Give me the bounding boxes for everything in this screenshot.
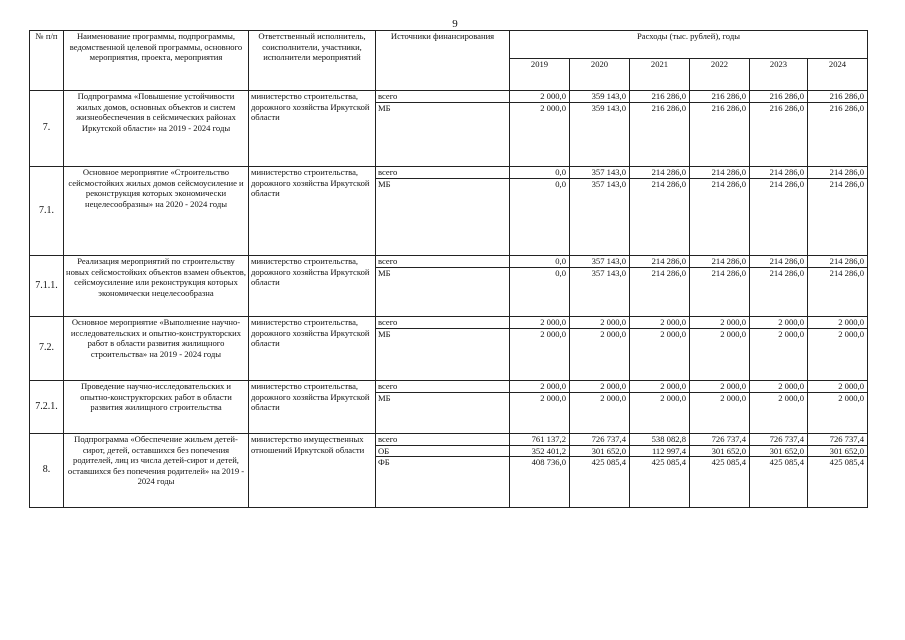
year-value-cell (510, 434, 570, 508)
expense-value: 2 000,0 (778, 328, 804, 339)
row-responsible: министерство строительства, дорожного хозяйства Иркутской области (249, 167, 376, 256)
year-value-cell (570, 317, 630, 381)
expense-value: 2 000,0 (510, 317, 569, 329)
year-value-cell (630, 317, 690, 381)
year-value-cell (808, 434, 868, 508)
table-row (30, 167, 868, 256)
expense-value: 214 286,0 (808, 167, 867, 179)
expense-value: 214 286,0 (769, 267, 804, 278)
row-responsible: министерство строительства, дорожного хозяйства Иркутской области (249, 91, 376, 167)
year-value-cell (808, 167, 868, 256)
row-sources (376, 167, 510, 256)
expense-value: 2 000,0 (660, 392, 686, 403)
table-row (30, 434, 868, 508)
year-header: 2019 (510, 59, 570, 91)
header-expenses: Расходы (тыс. рублей), годы (510, 31, 868, 59)
source-label: всего (376, 317, 509, 329)
expense-value: 357 143,0 (570, 256, 629, 268)
source-label: всего (376, 256, 509, 268)
expense-value: 216 286,0 (769, 102, 804, 113)
year-value-cell (570, 381, 630, 434)
row-name: Проведение научно-исследовательских и опытно-конструкторских работ в области развития жилищного строительства (64, 381, 249, 434)
expense-value: 2 000,0 (838, 392, 865, 403)
expense-value: 214 286,0 (690, 167, 749, 179)
source-label: МБ (378, 102, 391, 113)
row-name: Реализация мероприятий по строительству новых сейсмостойких объектов взамен объектов, сейсмоусиление или реконструкция которых экономически нецелесообразна (64, 256, 249, 317)
expense-value: 359 143,0 (591, 102, 626, 113)
expense-value: 408 736,0 (531, 457, 566, 467)
year-header: 2024 (808, 59, 868, 91)
expense-value: 216 286,0 (690, 91, 749, 103)
expense-value: 2 000,0 (660, 328, 686, 339)
source-label: МБ (378, 392, 391, 403)
expense-value: 357 143,0 (570, 167, 629, 179)
expense-value: 2 000,0 (570, 317, 629, 329)
expense-value: 301 652,0 (808, 446, 867, 458)
expense-value: 761 137,2 (510, 434, 569, 446)
expense-value: 216 286,0 (829, 102, 865, 113)
source-label: всего (376, 91, 509, 103)
expense-value: 2 000,0 (540, 328, 566, 339)
year-value-cell (750, 91, 808, 167)
year-value-cell (750, 317, 808, 381)
year-value-cell (750, 434, 808, 508)
expense-value: 425 085,4 (651, 457, 686, 467)
row-responsible: министерство строительства, дорожного хозяйства Иркутской области (249, 381, 376, 434)
expense-value: 301 652,0 (690, 446, 749, 458)
row-sources (376, 381, 510, 434)
expense-value: 214 286,0 (651, 267, 686, 278)
expense-value: 2 000,0 (808, 381, 867, 393)
expense-value: 214 286,0 (829, 267, 865, 278)
expense-value: 726 737,4 (570, 434, 629, 446)
year-value-cell (630, 381, 690, 434)
year-value-cell (570, 91, 630, 167)
expense-value: 425 085,4 (769, 457, 804, 467)
year-header: 2022 (690, 59, 750, 91)
year-value-cell (750, 256, 808, 317)
year-value-cell (690, 381, 750, 434)
row-number: 7.2.1. (30, 381, 64, 434)
expense-value: 214 286,0 (769, 178, 804, 189)
expenditure-table (29, 30, 868, 508)
expense-value: 2 000,0 (630, 317, 689, 329)
year-value-cell (690, 434, 750, 508)
row-name: Основное мероприятие «Строительство сейсмостойких жилых домов сейсмоусиление и реконструкция которых экономически нецелесообразны» на 2020 - 2024 годы (64, 167, 249, 256)
expense-value: 0,0 (510, 256, 569, 268)
source-label: МБ (378, 328, 391, 339)
expense-value: 2 000,0 (808, 317, 867, 329)
expense-value: 425 085,4 (591, 457, 626, 467)
year-value-cell (750, 381, 808, 434)
expense-value: 2 000,0 (510, 381, 569, 393)
year-value-cell (510, 91, 570, 167)
header-responsible: Ответственный исполнитель, соисполнители, участники, исполнители мероприятий (249, 31, 376, 91)
expense-value: 357 143,0 (591, 267, 626, 278)
source-label: всего (376, 434, 509, 446)
source-label: всего (376, 167, 509, 179)
expense-value: 2 000,0 (540, 392, 566, 403)
header-num: № п/п (30, 31, 64, 91)
expense-value: 726 737,4 (750, 434, 807, 446)
expense-value: 726 737,4 (690, 434, 749, 446)
table-row (30, 256, 868, 317)
row-number: 8. (30, 434, 64, 508)
expense-value: 2 000,0 (750, 317, 807, 329)
row-name: Основное мероприятие «Выполнение научно-исследовательских и опытно-конструкторских работ в области развития жилищного строительства» на 2019 - 2024 годы (64, 317, 249, 381)
expense-value: 357 143,0 (591, 178, 626, 189)
expense-value: 538 082,8 (630, 434, 689, 446)
year-value-cell (808, 91, 868, 167)
year-value-cell (510, 317, 570, 381)
year-value-cell (630, 434, 690, 508)
expense-value: 2 000,0 (600, 392, 626, 403)
expense-value: 2 000,0 (630, 381, 689, 393)
year-value-cell (750, 167, 808, 256)
year-value-cell (570, 434, 630, 508)
expense-value: 216 286,0 (651, 102, 686, 113)
expense-value: 301 652,0 (750, 446, 807, 458)
expense-value: 214 286,0 (808, 256, 867, 268)
row-number: 7.2. (30, 317, 64, 381)
year-header: 2021 (630, 59, 690, 91)
expense-value: 352 401,2 (510, 446, 569, 458)
header-name: Наименование программы, подпрограммы, ведомственной целевой программы, основного мероприятия, проекта, мероприятия (64, 31, 249, 91)
expense-value: 214 286,0 (829, 178, 865, 189)
year-value-cell (510, 256, 570, 317)
expense-value: 425 085,4 (711, 457, 746, 467)
year-value-cell (630, 91, 690, 167)
expense-value: 2 000,0 (838, 328, 865, 339)
year-value-cell (690, 167, 750, 256)
year-value-cell (690, 317, 750, 381)
expense-value: 425 085,4 (829, 457, 865, 467)
expense-value: 2 000,0 (570, 381, 629, 393)
expense-value: 214 286,0 (711, 267, 746, 278)
expense-value: 214 286,0 (711, 178, 746, 189)
row-number: 7.1.1. (30, 256, 64, 317)
page-number: 9 (452, 18, 458, 30)
year-value-cell (510, 167, 570, 256)
row-responsible: министерство имущественных отношений Иркутской области (249, 434, 376, 508)
source-label: ФБ (378, 457, 390, 467)
table-row (30, 91, 868, 167)
year-value-cell (808, 317, 868, 381)
row-name: Подпрограмма «Повышение устойчивости жилых домов, основных объектов и систем жизнеобеспечения в сейсмических районах Иркутской области» на 2019 - 2024 годы (64, 91, 249, 167)
year-value-cell (808, 256, 868, 317)
expense-value: 0,0 (555, 178, 566, 189)
expense-value: 214 286,0 (630, 167, 689, 179)
expense-value: 2 000,0 (600, 328, 626, 339)
expense-value: 2 000,0 (720, 392, 746, 403)
expense-value: 216 286,0 (808, 91, 867, 103)
expense-value: 2 000,0 (778, 392, 804, 403)
row-responsible: министерство строительства, дорожного хозяйства Иркутской области (249, 256, 376, 317)
expense-value: 214 286,0 (750, 256, 807, 268)
expense-value: 216 286,0 (750, 91, 807, 103)
year-value-cell (808, 381, 868, 434)
year-value-cell (690, 256, 750, 317)
source-label: МБ (378, 178, 391, 189)
source-label: ОБ (376, 446, 509, 458)
row-name: Подпрограмма «Обеспечение жильем детей-сирот, детей, оставшихся без попечения родителей, лиц из числа детей-сирот и детей, оставшихся без попечения родителей» на 2019 - 2024 годы (64, 434, 249, 508)
row-sources (376, 434, 510, 508)
header-sources: Источники финансирования (376, 31, 510, 91)
table-row (30, 381, 868, 434)
year-header: 2020 (570, 59, 630, 91)
year-value-cell (630, 256, 690, 317)
row-number: 7. (30, 91, 64, 167)
expense-value: 301 652,0 (570, 446, 629, 458)
year-value-cell (630, 167, 690, 256)
expense-value: 2 000,0 (690, 317, 749, 329)
expense-value: 2 000,0 (690, 381, 749, 393)
expense-value: 2 000,0 (720, 328, 746, 339)
expense-value: 216 286,0 (711, 102, 746, 113)
expense-value: 214 286,0 (630, 256, 689, 268)
source-label: МБ (378, 267, 391, 278)
expense-value: 2 000,0 (510, 91, 569, 103)
year-value-cell (510, 381, 570, 434)
expense-value: 359 143,0 (570, 91, 629, 103)
year-header: 2023 (750, 59, 808, 91)
row-sources (376, 91, 510, 167)
row-sources (376, 317, 510, 381)
source-label: всего (376, 381, 509, 393)
expense-value: 0,0 (555, 267, 566, 278)
expense-value: 2 000,0 (540, 102, 566, 113)
expense-value: 214 286,0 (651, 178, 686, 189)
expense-value: 726 737,4 (808, 434, 867, 446)
expense-value: 214 286,0 (690, 256, 749, 268)
row-number: 7.1. (30, 167, 64, 256)
expense-value: 0,0 (510, 167, 569, 179)
expense-value: 216 286,0 (630, 91, 689, 103)
expense-value: 2 000,0 (750, 381, 807, 393)
expense-value: 112 997,4 (630, 446, 689, 458)
year-value-cell (690, 91, 750, 167)
year-value-cell (570, 256, 630, 317)
table-row (30, 317, 868, 381)
expense-value: 214 286,0 (750, 167, 807, 179)
row-responsible: министерство строительства, дорожного хозяйства Иркутской области (249, 317, 376, 381)
year-value-cell (570, 167, 630, 256)
row-sources (376, 256, 510, 317)
